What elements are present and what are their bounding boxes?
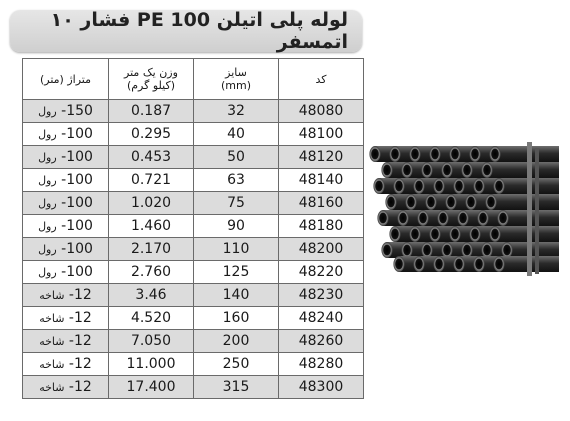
- cell-weight: 0.453: [109, 146, 194, 169]
- cell-length: 100- رول: [23, 192, 109, 215]
- cell-code: 48180: [279, 215, 364, 238]
- table-row: [23, 100, 364, 123]
- cell-code: 48080: [279, 100, 364, 123]
- page-title: لوله پلی اتیلن PE 100 فشار ۱۰ اتمسفر: [50, 9, 348, 53]
- cell-weight: 3.46: [109, 284, 194, 307]
- table-row: [23, 330, 364, 353]
- cell-code: 48260: [279, 330, 364, 353]
- cell-code: 48240: [279, 307, 364, 330]
- cell-length: 100- رول: [23, 238, 109, 261]
- cell-weight: 2.170: [109, 238, 194, 261]
- cell-code: 48120: [279, 146, 364, 169]
- cell-code: 48100: [279, 123, 364, 146]
- cell-size: 160: [194, 307, 279, 330]
- cell-size: 110: [194, 238, 279, 261]
- cell-size: 200: [194, 330, 279, 353]
- cell-size: 125: [194, 261, 279, 284]
- column-header-size: سایز (mm): [194, 59, 279, 100]
- table-row: [23, 146, 364, 169]
- cell-code: 48280: [279, 353, 364, 376]
- column-header-weight: وزن یک متر (کیلو گرم): [109, 59, 194, 100]
- cell-length: 100- رول: [23, 215, 109, 238]
- cell-code: 48200: [279, 238, 364, 261]
- table-row: [23, 123, 364, 146]
- pipe-bundle-photo: [369, 140, 565, 280]
- cell-weight: 11.000: [109, 353, 194, 376]
- cell-length: 12- شاخه: [23, 376, 109, 399]
- cell-weight: 0.187: [109, 100, 194, 123]
- cell-length: 100- رول: [23, 261, 109, 284]
- table-row: [23, 307, 364, 330]
- cell-code: 48230: [279, 284, 364, 307]
- table-header-row: [23, 59, 364, 100]
- cell-size: 90: [194, 215, 279, 238]
- cell-code: 48140: [279, 169, 364, 192]
- table-row: [23, 261, 364, 284]
- column-header-length: متراژ (متر): [23, 59, 109, 100]
- table-row: [23, 215, 364, 238]
- cell-size: 50: [194, 146, 279, 169]
- table-row: [23, 192, 364, 215]
- cell-code: 48300: [279, 376, 364, 399]
- cell-size: 140: [194, 284, 279, 307]
- cell-length: 150- رول: [23, 100, 109, 123]
- table-row: [23, 238, 364, 261]
- cell-weight: 17.400: [109, 376, 194, 399]
- cell-length: 12- شاخه: [23, 330, 109, 353]
- cell-length: 100- رول: [23, 169, 109, 192]
- cell-weight: 0.721: [109, 169, 194, 192]
- cell-size: 250: [194, 353, 279, 376]
- cell-weight: 1.020: [109, 192, 194, 215]
- cell-size: 63: [194, 169, 279, 192]
- cell-weight: 1.460: [109, 215, 194, 238]
- cell-size: 315: [194, 376, 279, 399]
- cell-size: 40: [194, 123, 279, 146]
- table-row: [23, 169, 364, 192]
- cell-length: 100- رول: [23, 146, 109, 169]
- cell-weight: 4.520: [109, 307, 194, 330]
- cell-length: 100- رول: [23, 123, 109, 146]
- table-row: [23, 353, 364, 376]
- cell-weight: 0.295: [109, 123, 194, 146]
- cell-size: 32: [194, 100, 279, 123]
- cell-code: 48160: [279, 192, 364, 215]
- cell-length: 12- شاخه: [23, 353, 109, 376]
- cell-weight: 2.760: [109, 261, 194, 284]
- table-row: [23, 376, 364, 399]
- column-header-code: کد: [279, 59, 364, 100]
- cell-length: 12- شاخه: [23, 284, 109, 307]
- cell-code: 48220: [279, 261, 364, 284]
- title-banner: [10, 10, 362, 52]
- table-row: [23, 284, 364, 307]
- price-table: [22, 58, 364, 399]
- cell-size: 75: [194, 192, 279, 215]
- cell-length: 12- شاخه: [23, 307, 109, 330]
- cell-weight: 7.050: [109, 330, 194, 353]
